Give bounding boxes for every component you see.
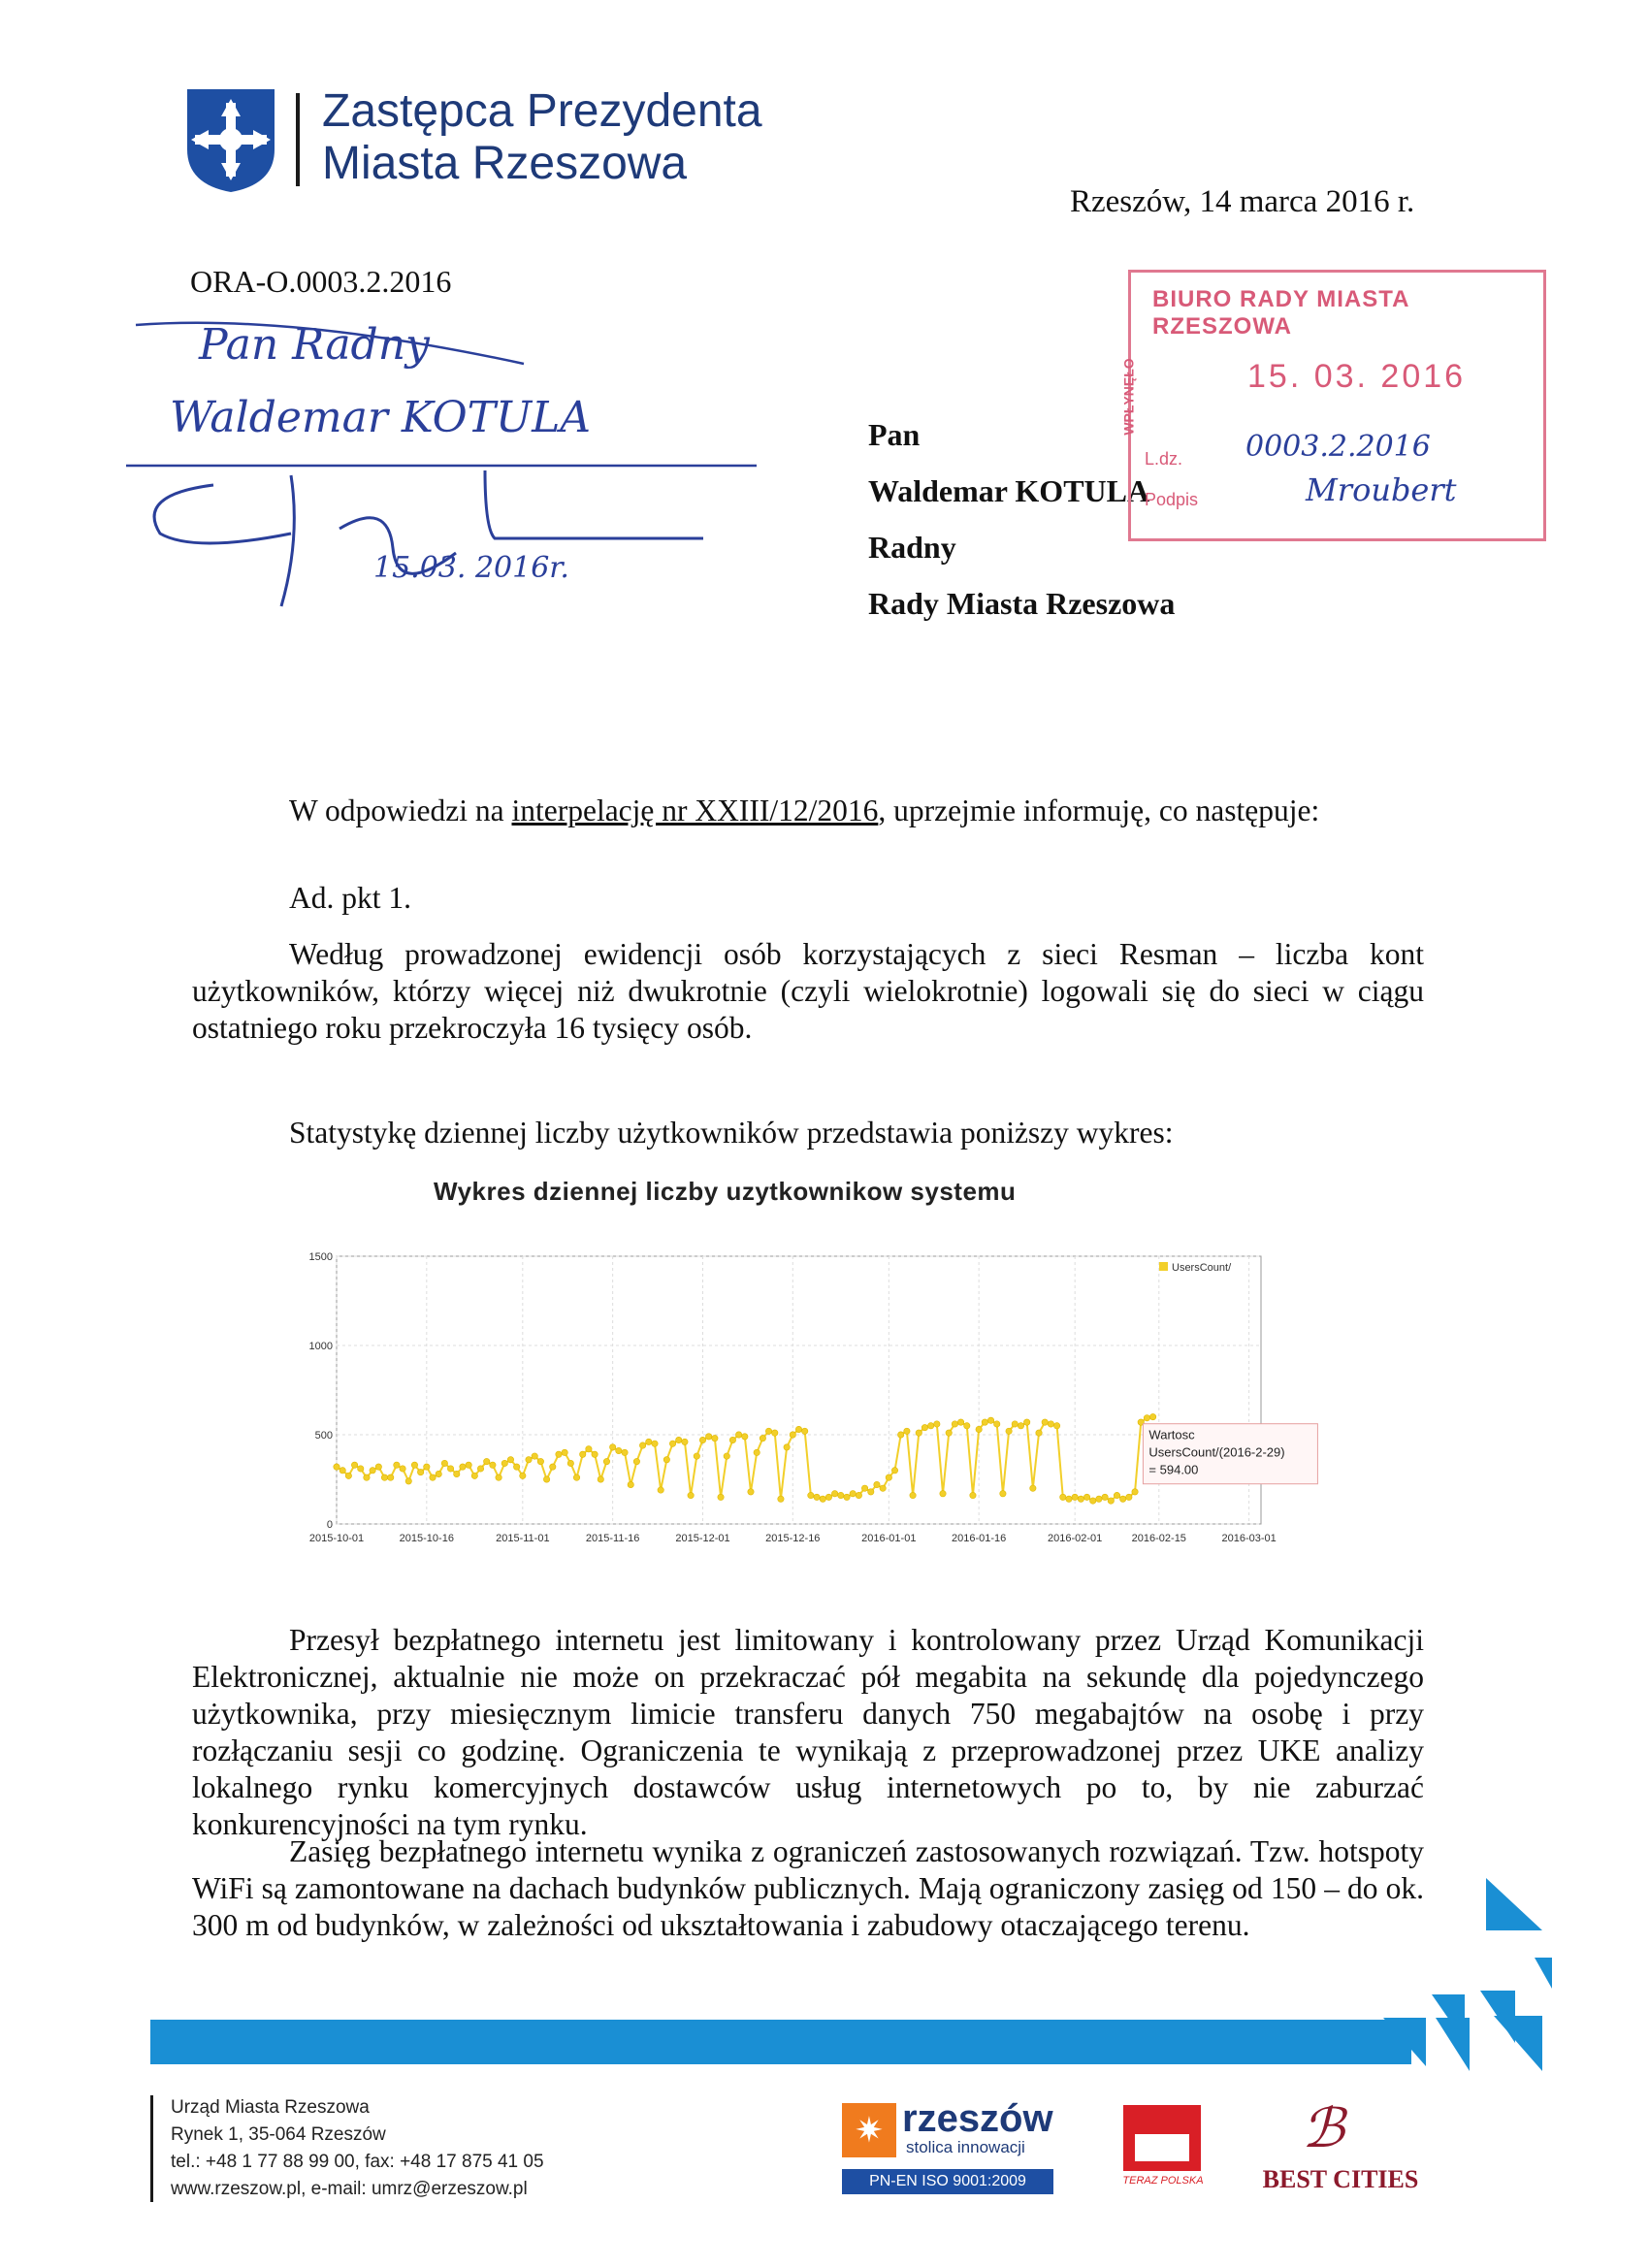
data-point — [1006, 1428, 1012, 1434]
data-point — [718, 1494, 724, 1500]
logo-rzeszow-name: rzeszów — [902, 2097, 1053, 2140]
intro-after: , uprzejmie informuję, co następuje: — [878, 794, 1320, 827]
data-point — [466, 1462, 471, 1468]
data-point — [754, 1449, 760, 1455]
data-point — [490, 1462, 496, 1468]
data-point — [724, 1453, 729, 1459]
paragraph-2 — [192, 1622, 1424, 1843]
data-point — [411, 1462, 417, 1468]
stamp-signature-label: Podpis — [1145, 490, 1199, 509]
paragraph-2-text: Przesył bezpłatnego internetu jest limitowany i kontrolowany przez Urząd Komunikacji Elektronicznej, aktualnie nie może on przekraczać pół megabita na sekundę dla pojedynczego użytkownika, przy miesięcznym limicie transferu danych 750 megabajtów na osobę i przy rozłączaniu sesji co godzinę. Ograniczenia te wynikają z przeprowadzonej przez UKE analizy lokalnego rynku komercyjnych dostawców usług internetowych po to, by nie zaburzać konkurencyjności na tym rynku. — [192, 1623, 1424, 1841]
data-point — [652, 1441, 658, 1446]
data-point — [1036, 1430, 1042, 1436]
data-point — [1078, 1496, 1083, 1502]
data-point — [616, 1447, 622, 1453]
data-point — [387, 1474, 393, 1480]
data-point — [609, 1444, 615, 1450]
data-point — [424, 1464, 430, 1470]
stamp-side-label: WPŁYNĘŁO — [1120, 358, 1137, 436]
data-point — [1053, 1423, 1059, 1429]
data-point — [1042, 1419, 1048, 1425]
paragraph-1 — [192, 936, 1424, 1047]
data-point — [1012, 1421, 1018, 1427]
data-point — [760, 1435, 765, 1441]
tooltip-line: UsersCount/(2016-2-29) — [1148, 1444, 1285, 1460]
data-point — [982, 1419, 987, 1425]
data-point — [880, 1485, 886, 1491]
x-tick-label: 2015-12-16 — [765, 1533, 821, 1544]
data-point — [994, 1421, 1000, 1427]
x-tick-label: 2015-10-16 — [399, 1533, 454, 1544]
handwritten-note-line1: Pan Radny — [199, 320, 430, 370]
x-tick-label: 2015-11-01 — [496, 1533, 550, 1544]
data-point — [825, 1494, 831, 1500]
data-point — [520, 1473, 526, 1478]
data-point — [927, 1423, 933, 1429]
data-point — [742, 1434, 748, 1440]
data-point — [454, 1471, 460, 1476]
best-cities-label: BEST CITIES — [1262, 2165, 1419, 2193]
teraz-polska-logo — [1123, 2105, 1203, 2194]
data-point — [598, 1476, 603, 1482]
stamp-title: BIURO RADY MIASTA RZESZOWA — [1152, 286, 1409, 340]
office-title — [322, 85, 762, 190]
data-point — [801, 1428, 807, 1434]
footer-band — [150, 2020, 1411, 2064]
data-point — [573, 1474, 579, 1480]
chart-title: Wykres dziennej liczby uzytkownikow systemu — [434, 1177, 1017, 1206]
x-tick-label: 2016-03-01 — [1221, 1533, 1277, 1544]
y-tick-label: 1500 — [308, 1251, 333, 1263]
data-point — [916, 1430, 922, 1436]
data-point — [507, 1457, 513, 1463]
data-point — [1090, 1498, 1096, 1504]
section-heading: Ad. pkt 1. — [289, 881, 411, 915]
x-tick-label: 2015-12-01 — [675, 1533, 730, 1544]
data-point — [501, 1460, 507, 1466]
data-point — [1108, 1498, 1114, 1504]
data-point — [952, 1421, 957, 1427]
data-point — [1149, 1413, 1155, 1419]
chart-plot-area — [337, 1256, 1261, 1524]
stamp-ldz-label: L.dz. — [1145, 449, 1183, 469]
x-tick-label: 2015-11-16 — [585, 1533, 640, 1544]
data-point — [735, 1432, 741, 1438]
data-point — [1023, 1419, 1029, 1425]
data-point — [1102, 1494, 1108, 1500]
data-point — [639, 1442, 645, 1448]
data-point — [417, 1469, 423, 1474]
data-point — [772, 1430, 778, 1436]
letter-date: Rzeszów, 14 marca 2016 r. — [1070, 184, 1415, 219]
data-point — [513, 1464, 519, 1470]
footer-divider — [150, 2095, 153, 2202]
users-line-chart — [308, 1245, 1285, 1574]
data-point — [844, 1494, 850, 1500]
data-point — [658, 1487, 663, 1493]
data-point — [334, 1464, 340, 1470]
data-point — [586, 1446, 592, 1452]
data-point — [838, 1492, 844, 1498]
data-point — [765, 1428, 771, 1434]
x-tick-label: 2016-01-16 — [952, 1533, 1007, 1544]
data-point — [922, 1424, 927, 1430]
paragraph-1-text: Według prowadzonej ewidencji osób korzystających z sieci Resman – liczba kont użytkowników, którzy więcej niż dwukrotnie (czyli wielokrotnie) logowali się do sieci w ciągu ostatniego roku przekroczyła 16 tysięcy osób. — [192, 937, 1424, 1045]
data-point — [567, 1460, 573, 1466]
data-point — [808, 1492, 814, 1498]
data-point — [1126, 1494, 1132, 1500]
data-point — [820, 1496, 825, 1502]
data-point — [874, 1481, 880, 1487]
data-point — [1114, 1492, 1119, 1498]
rzeszow-innovation-logo — [842, 2097, 1053, 2196]
data-point — [856, 1492, 861, 1498]
stamp-ldz-value: 0003.2.2016 — [1245, 430, 1431, 464]
header-divider — [296, 93, 300, 186]
data-point — [447, 1466, 453, 1472]
data-point — [850, 1491, 856, 1497]
data-point — [1083, 1494, 1089, 1500]
data-point — [705, 1434, 711, 1440]
data-point — [682, 1439, 688, 1444]
data-point — [748, 1489, 754, 1495]
data-point — [400, 1466, 405, 1472]
intro-before: W odpowiedzi na — [289, 794, 512, 827]
x-tick-label: 2016-02-01 — [1048, 1533, 1103, 1544]
data-point — [550, 1464, 556, 1470]
data-point — [790, 1432, 795, 1438]
footer-address: Rynek 1, 35-064 Rzeszów — [171, 2124, 386, 2145]
data-point — [340, 1468, 345, 1474]
stamp-date: 15. 03. 2016 — [1247, 358, 1467, 395]
data-point — [556, 1451, 562, 1457]
data-point — [778, 1496, 784, 1502]
data-point — [1048, 1421, 1053, 1427]
teraz-polska-icon — [1123, 2105, 1201, 2171]
data-point — [795, 1426, 801, 1432]
best-cities-logo — [1253, 2097, 1428, 2204]
data-point — [1060, 1494, 1066, 1500]
paragraph-3 — [192, 1833, 1424, 1944]
data-point — [891, 1468, 897, 1474]
data-point — [976, 1426, 982, 1432]
data-point — [436, 1471, 441, 1476]
recipient-line1: Pan — [868, 417, 921, 452]
data-point — [441, 1460, 447, 1466]
teraz-polska-label: TERAZ POLSKA — [1122, 2175, 1204, 2187]
data-point — [603, 1458, 609, 1464]
data-point — [628, 1481, 633, 1487]
coat-of-arms-logo-icon — [187, 89, 275, 192]
footer-phone: tel.: +48 1 77 88 99 00, fax: +48 17 875 41 05 — [171, 2152, 544, 2172]
data-point — [477, 1466, 483, 1472]
data-point — [345, 1473, 351, 1478]
data-point — [814, 1494, 820, 1500]
chart-intro: Statystykę dziennej liczby użytkowników przedstawia poniższy wykres: — [289, 1116, 1174, 1150]
data-point — [964, 1423, 970, 1429]
data-point — [622, 1449, 628, 1455]
interpellation-link[interactable]: interpelację nr XXIII/12/2016 — [511, 794, 879, 827]
innovation-logo-icon: ✷ — [842, 2103, 896, 2157]
data-point — [484, 1458, 490, 1464]
data-point — [381, 1474, 387, 1480]
data-point — [970, 1492, 976, 1498]
data-point — [1144, 1415, 1149, 1421]
handwritten-note-date: 15.03. 2016r. — [373, 551, 569, 585]
data-point — [471, 1473, 477, 1478]
data-point — [784, 1444, 790, 1450]
data-point — [663, 1457, 669, 1463]
data-point — [646, 1439, 652, 1444]
data-point — [370, 1468, 375, 1474]
data-point — [1018, 1423, 1023, 1429]
data-point — [537, 1458, 543, 1464]
data-point — [394, 1462, 400, 1468]
data-point — [868, 1489, 874, 1495]
reference-number: ORA-O.0003.2.2016 — [190, 264, 452, 299]
data-point — [532, 1453, 537, 1459]
data-point — [633, 1458, 639, 1464]
data-point — [592, 1451, 598, 1457]
data-point — [831, 1491, 837, 1497]
best-cities-monogram-icon: ℬ — [1302, 2099, 1345, 2159]
data-point — [351, 1462, 357, 1468]
tooltip-line: = 594.00 — [1148, 1462, 1199, 1477]
data-point — [405, 1478, 411, 1484]
legend-label: UsersCount/ — [1172, 1262, 1232, 1274]
data-point — [957, 1419, 963, 1425]
y-tick-label: 500 — [314, 1430, 333, 1442]
intro-sentence — [289, 794, 1319, 828]
footer-org: Urząd Miasta Rzeszowa — [171, 2097, 370, 2118]
data-point — [987, 1417, 993, 1423]
data-point — [562, 1449, 567, 1455]
data-point — [1030, 1485, 1036, 1491]
data-point — [1072, 1494, 1078, 1500]
data-point — [729, 1437, 735, 1442]
data-point — [940, 1491, 946, 1497]
data-point — [676, 1437, 682, 1442]
data-point — [694, 1453, 699, 1459]
recipient-line2: Waldemar KOTULA — [868, 473, 1150, 508]
data-point — [886, 1474, 891, 1480]
data-point — [1096, 1496, 1102, 1502]
received-stamp — [1120, 270, 1546, 541]
office-title-line2: Miasta Rzeszowa — [322, 138, 688, 189]
data-point — [688, 1492, 694, 1498]
data-point — [934, 1421, 940, 1427]
data-point — [861, 1485, 867, 1491]
stamp-signature: Mroubert — [1306, 471, 1457, 508]
office-title-line1: Zastępca Prezydenta — [322, 85, 762, 137]
data-point — [712, 1435, 718, 1441]
data-point — [430, 1474, 436, 1480]
data-point — [898, 1432, 904, 1438]
data-point — [543, 1476, 549, 1482]
data-point — [1000, 1491, 1006, 1497]
iso-cert-badge: PN-EN ISO 9001:2009 — [842, 2169, 1053, 2194]
x-tick-label: 2015-10-01 — [308, 1533, 365, 1544]
data-point — [946, 1430, 952, 1436]
data-point — [375, 1464, 381, 1470]
paragraph-3-text: Zasięg bezpłatnego internetu wynika z ograniczeń zastosowanych rozwiązań. Tzw. hotspoty WiFi są zamontowane na dachach budynków publicznych. Mają ograniczony zasięg od 150 – do ok. 300 m od budynków, w zależności od ukształtowania i zabudowy otaczającego terenu. — [192, 1834, 1424, 1942]
data-point — [669, 1441, 675, 1446]
recipient-line3: Radny — [868, 530, 956, 565]
data-point — [580, 1451, 586, 1457]
data-point — [364, 1474, 370, 1480]
data-point — [496, 1474, 501, 1480]
legend-swatch — [1159, 1262, 1168, 1271]
data-point — [904, 1428, 910, 1434]
logo-tagline: stolica innowacji — [906, 2138, 1025, 2156]
data-point — [910, 1492, 916, 1498]
x-tick-label: 2016-02-15 — [1131, 1533, 1186, 1544]
x-tick-label: 2016-01-01 — [861, 1533, 917, 1544]
data-point — [1066, 1496, 1072, 1502]
data-point — [358, 1466, 364, 1472]
footer-web: www.rzeszow.pl, e-mail: umrz@erzeszow.pl — [171, 2179, 528, 2199]
data-point — [1132, 1489, 1138, 1495]
data-point — [526, 1457, 532, 1463]
y-tick-label: 0 — [326, 1519, 333, 1531]
tooltip-line: Wartosc — [1148, 1427, 1195, 1442]
data-point — [460, 1464, 466, 1470]
y-tick-label: 1000 — [308, 1341, 333, 1352]
data-point — [699, 1437, 705, 1442]
data-point — [1119, 1496, 1125, 1502]
recipient-line4: Rady Miasta Rzeszowa — [868, 586, 1176, 621]
handwritten-note-line2: Waldemar KOTULA — [170, 393, 592, 442]
